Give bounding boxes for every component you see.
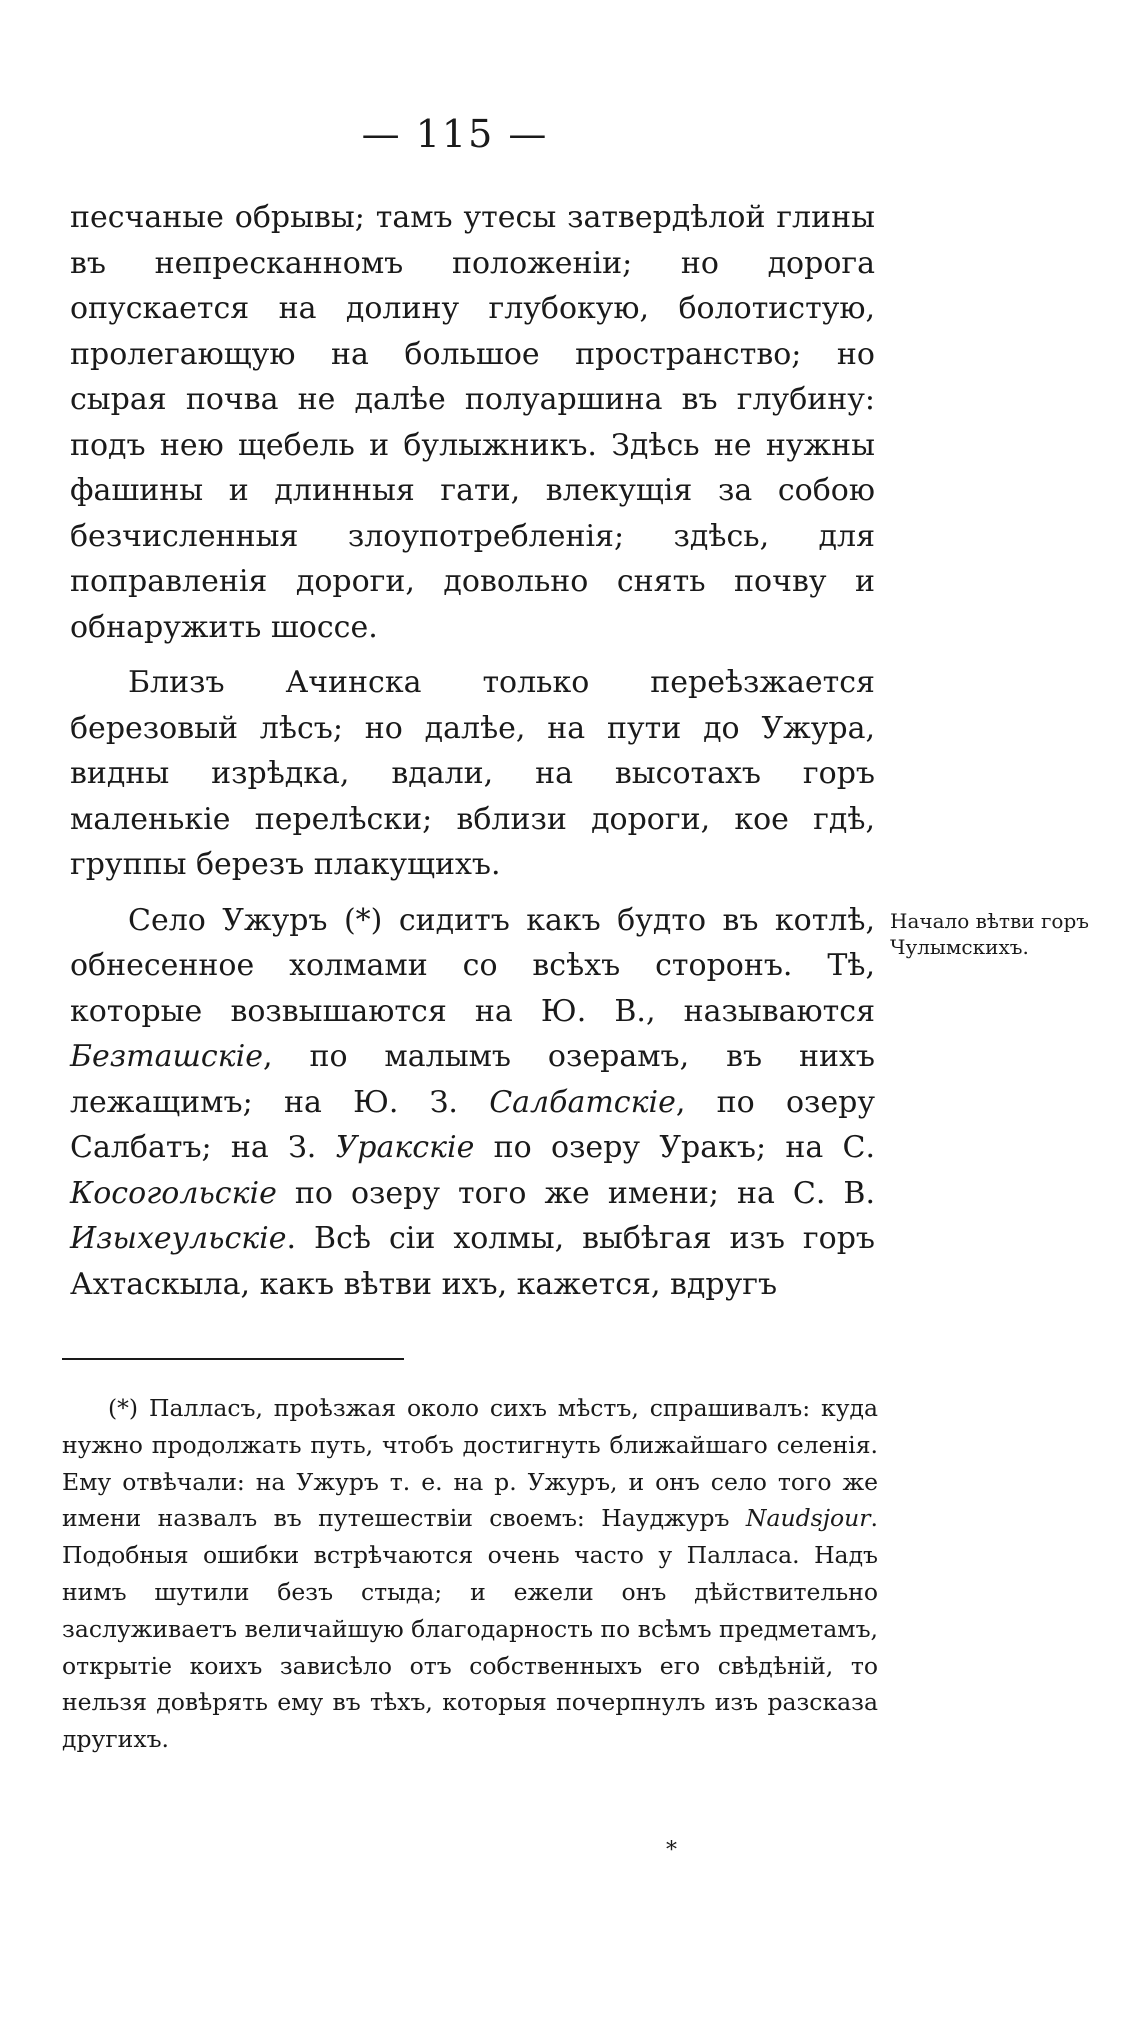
text-run: Село Ужуръ (*) сидитъ какъ будто въ котлѣ, обнесенное холмами со всѣхъ сторонъ. Тѣ, которые возвышаются на Ю. В., называются — [70, 902, 875, 1029]
signature-mark: * — [666, 1838, 677, 1863]
text-run: . Всѣ сiи холмы, выбѣгая изъ горъ Ахтаскыла, какъ вѣтви ихъ, кажется, вдругъ — [70, 1221, 875, 1302]
main-text — [70, 195, 875, 1307]
text-run: . Подобныя ошибки встрѣчаются очень часто у Палласа. Надъ нимъ шутили безъ стыда; и ежели онъ дѣйствительно заслуживаетъ величайшую благодарность по всѣмъ предметамъ, открытiе коихъ зависѣло отъ собственныхъ его свѣдѣнiй, то нельзя довѣрять ему въ тѣхъ, которыя почерпнулъ изъ разсказа другихъ. — [62, 1504, 878, 1754]
italic-term: Салбатскiе — [489, 1084, 676, 1120]
text-run: по озеру Уракъ; на С. — [474, 1130, 875, 1165]
footnote — [62, 1390, 878, 1758]
margin-note: Начало вѣтви горъ Чулымскихъ. — [890, 909, 1089, 959]
footnote-divider — [62, 1358, 404, 1360]
paragraph-achinsk: Близъ Ачинска только переѣзжается березовый лѣсъ; но далѣе, на пути до Ужура, видны изрѣдка, вдали, на высотахъ горъ маленькiе перелѣски; вблизи дороги, кое гдѣ, группы березъ плакущихъ. — [70, 665, 875, 882]
text-run: по озеру того же имени; на С. В. — [276, 1175, 875, 1211]
paragraph-uzhur — [70, 898, 875, 1308]
text-run: , по озеру Салбатъ; на З. — [70, 1084, 875, 1165]
footnote-text — [62, 1390, 878, 1758]
page-number: — 115 — — [361, 112, 549, 156]
text-run: (*) Палласъ, проѣзжая около сихъ мѣстъ, спрашивалъ: куда нужно продолжать путь, чтобъ достигнуть ближайшаго селенiя. Ему отвѣчали: на Ужуръ т. е. на р. Ужуръ, и онъ село того же имени назвалъ въ путешествiи своемъ: Науджуръ — [62, 1394, 878, 1533]
italic-term: Уракскiе — [335, 1130, 475, 1165]
italic-term: Безташскiе — [70, 1039, 263, 1074]
paragraph-sand-slopes: песчаные обрывы; тамъ утесы затвердѣлой глины въ непресканномъ положенiи; но дорога опускается на долину глубокую, болотистую, пролегающую на большое пространство; но сырая почва не далѣе полуаршина въ глубину: подъ нею щебель и булыжникъ. Здѣсь не нужны фашины и длинныя гати, влекущiя за собою безчисленныя злоупотребленiя; здѣсь, для поправленiя дороги, довольно снять почву и обнаружить шоссе. — [70, 200, 875, 645]
italic-term: Изыхеульскiе — [70, 1221, 287, 1256]
italic-term: Косогольскiе — [70, 1175, 277, 1211]
italic-term: Naudsjour — [745, 1504, 871, 1533]
text-run: , по малымъ озерамъ, въ нихъ лежащимъ; на Ю. З. — [70, 1039, 875, 1120]
